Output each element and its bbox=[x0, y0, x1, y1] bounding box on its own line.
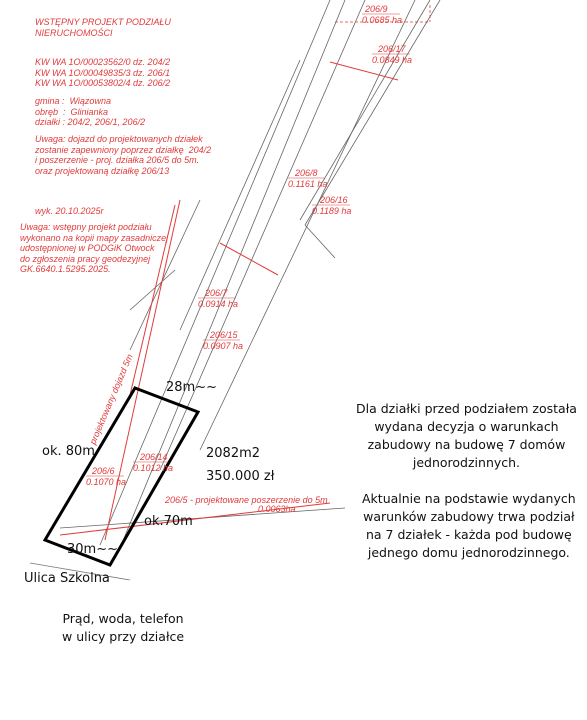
parcel-206-16-id: 206/16 bbox=[320, 195, 348, 205]
parcel-206-9-area: 0.0685 ha bbox=[362, 15, 403, 25]
division-status-text: Aktualnie na podstawie wydanych warunków zabudowy trwa podział na 7 działek - każda pod budowę jednego domu jednorodzinnego. bbox=[362, 491, 576, 560]
dimension-top: 28m~~ bbox=[166, 380, 217, 395]
location-info: gmina : Wiązowna obręb : Glinianka działki : 204/2, 206/1, 206/2 bbox=[35, 96, 146, 127]
widening-area: 0.0063ha bbox=[258, 504, 296, 514]
dimension-bottom: 30m~~ bbox=[67, 542, 118, 557]
parcel-206-17-area: 0.0849 ha bbox=[372, 55, 413, 65]
access-remark: Uwaga: dojazd do projektowanych działek zostanie zapewniony poprzez działkę 204/2 i poszerzenie - proj. działka 206/5 do 5m. oraz projektowaną działkę 206/13 bbox=[35, 134, 212, 176]
parcel-206-8-area: 0.1161 ha bbox=[288, 179, 328, 189]
parcel-206-17-id: 206/17 bbox=[378, 44, 406, 54]
parcel-206-14-id: 206/14 bbox=[140, 452, 168, 462]
parcel-206-6-area: 0.1070 ha bbox=[86, 477, 127, 487]
widening-label: 206/5 - projektowane poszerzenie do 5m bbox=[165, 495, 328, 505]
plot-area: 2082m2 bbox=[206, 446, 261, 461]
parcel-206-6-id: 206/6 bbox=[92, 466, 115, 476]
dimension-left: ok. 80m bbox=[42, 444, 95, 459]
parcel-206-7-id: 206/7 bbox=[205, 288, 228, 298]
project-date: wyk. 20.10.2025r bbox=[35, 206, 104, 216]
land-registry-numbers: KW WA 1O/00023562/0 dz. 204/2 KW WA 1O/00049835/3 dz. 206/1 KW WA 1O/00053802/4 dz. 206/2 bbox=[35, 57, 171, 88]
street-name: Ulica Szkolna bbox=[24, 571, 110, 586]
existing-road-label: projektowany dojazd 5m bbox=[87, 352, 135, 446]
zoning-decision-text: Dla działki przed podziałem została wydana decyzja o warunkach zabudowy na budowę 7 domów jednorodzinnych. bbox=[356, 401, 577, 470]
parcel-206-14-area: 0.1012 ha bbox=[133, 463, 174, 473]
parcel-206-15-id: 206/15 bbox=[210, 330, 238, 340]
parcel-206-15-area: 0.0907 ha bbox=[203, 341, 244, 351]
parcel-206-9-id: 206/9 bbox=[365, 4, 388, 14]
parcel-206-7-area: 0.0914 ha bbox=[198, 299, 239, 309]
parcel-206-8-id: 206/8 bbox=[295, 168, 318, 178]
source-remark: Uwaga: wstępny projekt podziału wykonano na kopii mapy zasadniczej udostępnionej w PODGiK Otwock do zgłoszenia pracy geodezyjnej GK.6640.1.5295.2025. bbox=[20, 222, 169, 274]
plot-price: 350.000 zł bbox=[206, 469, 275, 484]
dimension-right: ok.70m bbox=[144, 514, 193, 529]
utilities-note: Prąd, woda, telefon w ulicy przy działce bbox=[62, 611, 185, 644]
project-title: WSTĘPNY PROJEKT PODZIAŁU NIERUCHOMOŚCI bbox=[35, 17, 171, 38]
parcel-206-16-area: 0.1189 ha bbox=[312, 206, 352, 216]
